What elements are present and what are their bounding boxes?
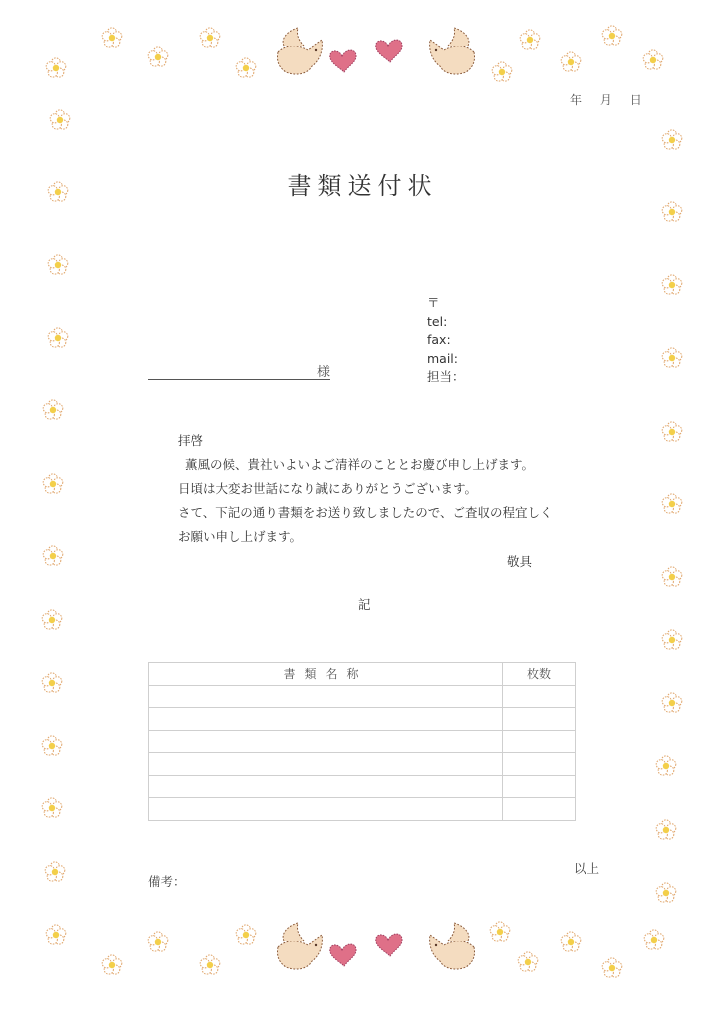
date-month: 月: [599, 93, 612, 107]
addressee-honorific: 様: [316, 365, 330, 380]
document-name-cell[interactable]: [149, 685, 503, 708]
table-header-row: [149, 663, 576, 686]
remarks-label: 備考：: [148, 874, 186, 889]
table-row: [149, 685, 576, 708]
page-count-cell[interactable]: [503, 775, 576, 798]
page-count-cell[interactable]: [503, 730, 576, 753]
mail-label: mail:: [427, 350, 458, 366]
dove-icon: [430, 923, 475, 969]
header-page-count: 枚数: [503, 663, 576, 686]
page-count-cell[interactable]: [503, 685, 576, 708]
letter-closing: 敬具: [507, 554, 533, 569]
date-line: [570, 91, 656, 108]
table-row: [149, 798, 576, 821]
heart-icon: [330, 944, 356, 966]
document-name-cell[interactable]: [149, 775, 503, 798]
document-name-cell[interactable]: [149, 798, 503, 821]
ijo-label: 以上: [574, 861, 600, 876]
fax-label: fax:: [427, 332, 451, 347]
table-row: [149, 753, 576, 776]
tel-label: tel:: [427, 313, 448, 329]
documents-table: [148, 662, 576, 821]
heart-icon: [376, 40, 402, 62]
header-document-name: 書類名称: [149, 663, 503, 686]
letter-line: お願い申し上げます。: [178, 529, 303, 544]
heart-icon: [330, 50, 356, 72]
table-row: [149, 708, 576, 731]
dove-icon: [277, 28, 322, 74]
document-name-cell[interactable]: [149, 708, 503, 731]
sender-block: [427, 294, 465, 387]
page-count-cell[interactable]: [503, 798, 576, 821]
addressee-line[interactable]: [148, 361, 330, 380]
document-name-cell[interactable]: [149, 730, 503, 753]
dove-icon: [277, 923, 322, 969]
heart-icon: [376, 934, 402, 956]
date-day: 日: [629, 93, 642, 107]
ki-heading: 記: [358, 597, 371, 612]
table-row: [149, 775, 576, 798]
letter-line: 薫風の候、貴社いよいよご清祥のこととお慶び申し上げます。: [185, 457, 535, 472]
table-row: [149, 730, 576, 753]
document-name-cell[interactable]: [149, 753, 503, 776]
postal-mark: 〒: [427, 295, 440, 310]
letter-opening: 拝啓: [178, 433, 204, 448]
page-count-cell[interactable]: [503, 708, 576, 731]
person-label: 担当：: [427, 369, 465, 384]
page-count-cell[interactable]: [503, 753, 576, 776]
date-year: 年: [570, 93, 583, 107]
letter-body: [178, 429, 553, 549]
letter-line: 日頃は大変お世話になり誠にありがとうございます。: [178, 481, 478, 496]
letter-line: さて、下記の通り書類をお送り致しましたので、ご査収の程宜しく: [178, 505, 553, 520]
dove-icon: [430, 28, 475, 74]
page-title: 書類送付状: [287, 172, 438, 200]
